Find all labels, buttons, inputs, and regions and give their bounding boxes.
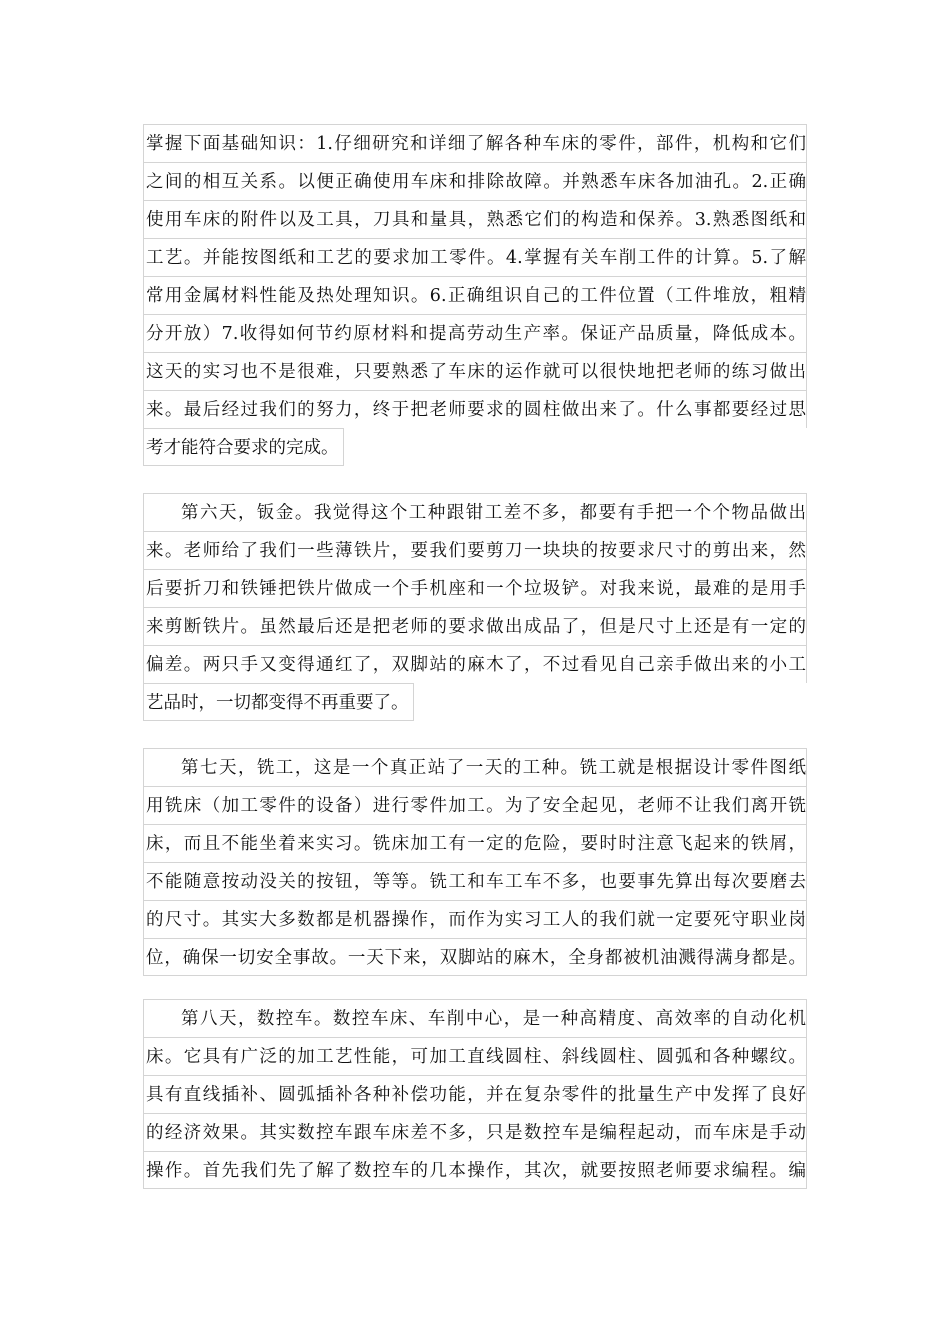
text-line: 掌握下面基础知识：1.仔细研究和详细了解各种车床的零件，部件，机构和它们 (143, 124, 807, 162)
text-line: 用铣床（加工零件的设备）进行零件加工。为了安全起见，老师不让我们离开铣 (143, 786, 807, 824)
text-line: 使用车床的附件以及工具，刀具和量具，熟悉它们的构造和保养。3.熟悉图纸和 (143, 200, 807, 238)
paragraph-lathe-knowledge (143, 124, 807, 470)
text-line: 这天的实习也不是很难，只要熟悉了车床的运作就可以很快地把老师的练习做出 (143, 352, 807, 390)
text-line: 第六天，钣金。我觉得这个工种跟钳工差不多，都要有手把一个个物品做出 (143, 493, 807, 531)
text-line: 来剪断铁片。虽然最后还是把老师的要求做出成品了，但是尺寸上还是有一定的 (143, 607, 807, 645)
paragraph-day-seven-milling (143, 748, 807, 976)
text-line: 艺品时，一切都变得不再重要了。 (143, 683, 414, 721)
text-line: 具有直线插补、圆弧插补各种补偿功能，并在复杂零件的批量生产中发挥了良好 (143, 1075, 807, 1113)
text-line: 后要折刀和铁锤把铁片做成一个手机座和一个垃圾铲。对我来说，最难的是用手 (143, 569, 807, 607)
text-line: 来。老师给了我们一些薄铁片，要我们要剪刀一块块的按要求尺寸的剪出来，然 (143, 531, 807, 569)
paragraph-day-six-sheet-metal (143, 493, 807, 725)
text-line: 不能随意按动没关的按钮，等等。铣工和车工车不多，也要事先算出每次要磨去 (143, 862, 807, 900)
text-line: 床。它具有广泛的加工艺性能，可加工直线圆柱、斜线圆柱、圆弧和各种螺纹。 (143, 1037, 807, 1075)
document-page (143, 124, 807, 1212)
text-line: 第八天，数控车。数控车床、车削中心，是一种高精度、高效率的自动化机 (143, 999, 807, 1037)
text-line: 工艺。并能按图纸和工艺的要求加工零件。4.掌握有关车削工件的计算。5.了解 (143, 238, 807, 276)
text-line: 偏差。两只手又变得通红了，双脚站的麻木了，不过看见自己亲手做出来的小工 (143, 645, 807, 683)
text-line: 来。最后经过我们的努力，终于把老师要求的圆柱做出来了。什么事都要经过思 (143, 390, 807, 428)
text-line: 之间的相互关系。以便正确使用车床和排除故障。并熟悉车床各加油孔。2.正确 (143, 162, 807, 200)
text-line: 常用金属材料性能及热处理知识。6.正确组识自己的工件位置（工件堆放，粗精 (143, 276, 807, 314)
text-line: 位，确保一切安全事故。一天下来，双脚站的麻木，全身都被机油溅得满身都是。 (143, 938, 807, 976)
text-line: 的尺寸。其实大多数都是机器操作，而作为实习工人的我们就一定要死守职业岗 (143, 900, 807, 938)
text-line: 第七天，铣工，这是一个真正站了一天的工种。铣工就是根据设计零件图纸 (143, 748, 807, 786)
text-line: 的经济效果。其实数控车跟车床差不多，只是数控车是编程起动，而车床是手动 (143, 1113, 807, 1151)
text-line: 分开放）7.收得如何节约原材料和提高劳动生产率。保证产品质量，降低成本。 (143, 314, 807, 352)
paragraph-day-eight-cnc (143, 999, 807, 1189)
text-line: 床，而且不能坐着来实习。铣床加工有一定的危险，要时时注意飞起来的铁屑， (143, 824, 807, 862)
text-line: 操作。首先我们先了解了数控车的几本操作，其次，就要按照老师要求编程。编 (143, 1151, 807, 1189)
text-line: 考才能符合要求的完成。 (143, 428, 344, 466)
